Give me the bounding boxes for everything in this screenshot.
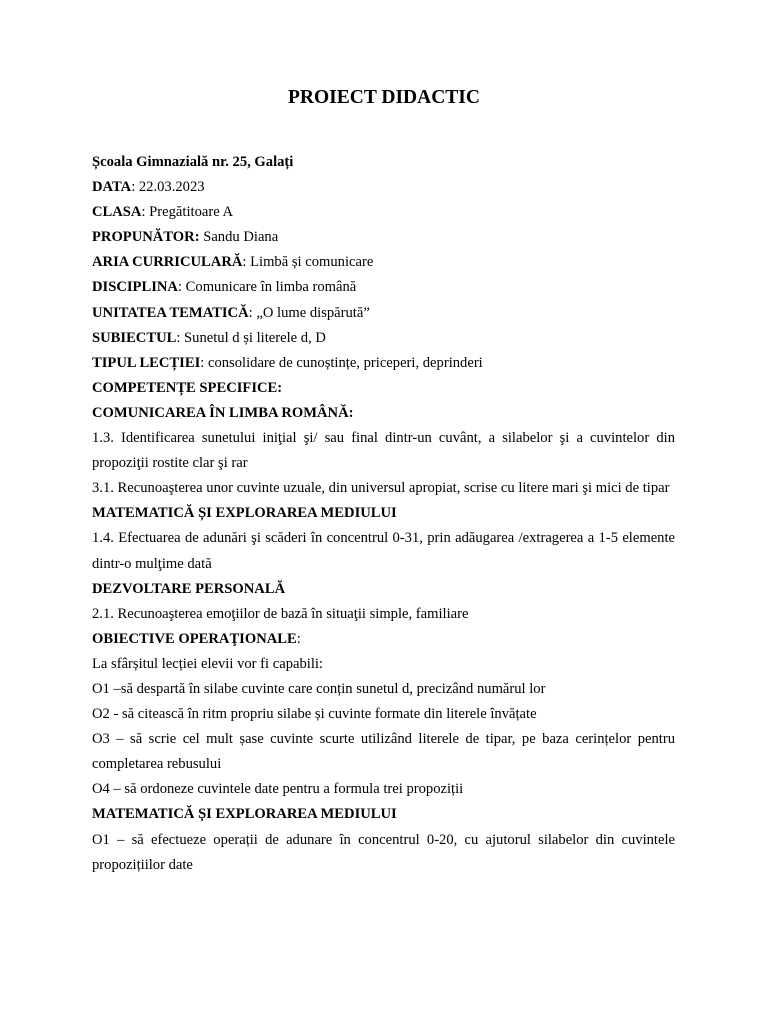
- objective-o2: O2 - să citească în ritm propriu silabe și cuvinte formate din literele învățate: [92, 706, 537, 723]
- romanian-communication-heading: COMUNICAREA ÎN LIMBA ROMÂNĂ:: [92, 404, 354, 421]
- school-line: Școala Gimnazială nr. 25, Galați: [92, 154, 294, 170]
- math-objective-o1: O1 – să efectueze operații de adunare în concentrul 0-20, cu ajutorul silabelor din cuvintele propozițiilor date: [92, 831, 675, 873]
- discipline-label: DISCIPLINA: [92, 279, 178, 296]
- subject-value: : Sunetul d și literele d, D: [176, 329, 326, 346]
- class-label: CLASA: [92, 204, 142, 221]
- subject-label: SUBIECTUL: [92, 329, 177, 346]
- date-label: DATA: [92, 179, 132, 196]
- competence-1-3: 1.3. Identificarea sunetului iniţial şi/ sau final dintr-un cuvânt, a silabelor şi a cuvintelor din propoziţii rostite clar şi rar: [92, 430, 675, 472]
- competences-heading: COMPETENȚE SPECIFICE:: [92, 379, 283, 396]
- lesson-type-line: [92, 351, 675, 376]
- curricular-area-label: ARIA CURRICULARĂ: [92, 254, 243, 271]
- document-title: PROIECT DIDACTIC: [288, 87, 480, 108]
- competence-2-1: 2.1. Recunoaşterea emoţiilor de bază în situaţii simple, familiare: [92, 605, 469, 622]
- document-body: [92, 150, 675, 878]
- date-line: [92, 175, 675, 200]
- discipline-line: [92, 275, 675, 300]
- thematic-unit-label: UNITATEA TEMATICĂ: [92, 304, 249, 321]
- thematic-unit-value: : „O lume dispărută”: [248, 304, 370, 321]
- competence-3-1: 3.1. Recunoaşterea unor cuvinte uzuale, din universul apropiat, scrise cu litere mari şi mici de tipar: [92, 480, 670, 497]
- curricular-area-value: : Limbă și comunicare: [242, 254, 374, 271]
- proposer-label: PROPUNĂTOR:: [92, 229, 200, 246]
- subject-line: [92, 326, 675, 351]
- personal-development-heading: DEZVOLTARE PERSONALĂ: [92, 580, 286, 597]
- curricular-area-line: [92, 250, 675, 275]
- discipline-value: : Comunicare în limba română: [177, 279, 357, 296]
- class-value: : Pregătitoare A: [141, 204, 234, 221]
- proposer-line: [92, 225, 675, 250]
- lesson-type-label: TIPUL LECȚIEI: [92, 354, 201, 371]
- thematic-unit-line: [92, 301, 675, 326]
- objective-o1: O1 –să despartă în silabe cuvinte care conțin sunetul d, precizând numărul lor: [92, 680, 546, 697]
- objectives-colon: :: [296, 630, 301, 647]
- lesson-type-value: : consolidare de cunoștințe, priceperi, deprinderi: [200, 354, 483, 371]
- objective-o3: O3 – să scrie cel mult șase cuvinte scurte utilizând literele de tipar, pe baza cerințelor pentru completarea rebusului: [92, 731, 675, 773]
- date-value: : 22.03.2023: [131, 179, 205, 196]
- math-environment-heading: MATEMATICĂ ȘI EXPLORAREA MEDIULUI: [92, 505, 397, 522]
- objectives-intro: La sfârșitul lecției elevii vor fi capabili:: [92, 655, 323, 672]
- objectives-heading-line: [92, 627, 675, 652]
- proposer-value: Sandu Diana: [199, 229, 279, 246]
- objective-o4: O4 – să ordoneze cuvintele date pentru a formula trei propoziții: [92, 781, 464, 798]
- class-line: [92, 200, 675, 225]
- competence-1-4: 1.4. Efectuarea de adunări şi scăderi în concentrul 0-31, prin adăugarea /extragerea a 1-5 elemente dintr-o mulţime dată: [92, 530, 675, 572]
- objectives-heading: OBIECTIVE OPERAŢIONALE: [92, 630, 297, 647]
- math-environment-heading-2: MATEMATICĂ ȘI EXPLORAREA MEDIULUI: [92, 806, 397, 823]
